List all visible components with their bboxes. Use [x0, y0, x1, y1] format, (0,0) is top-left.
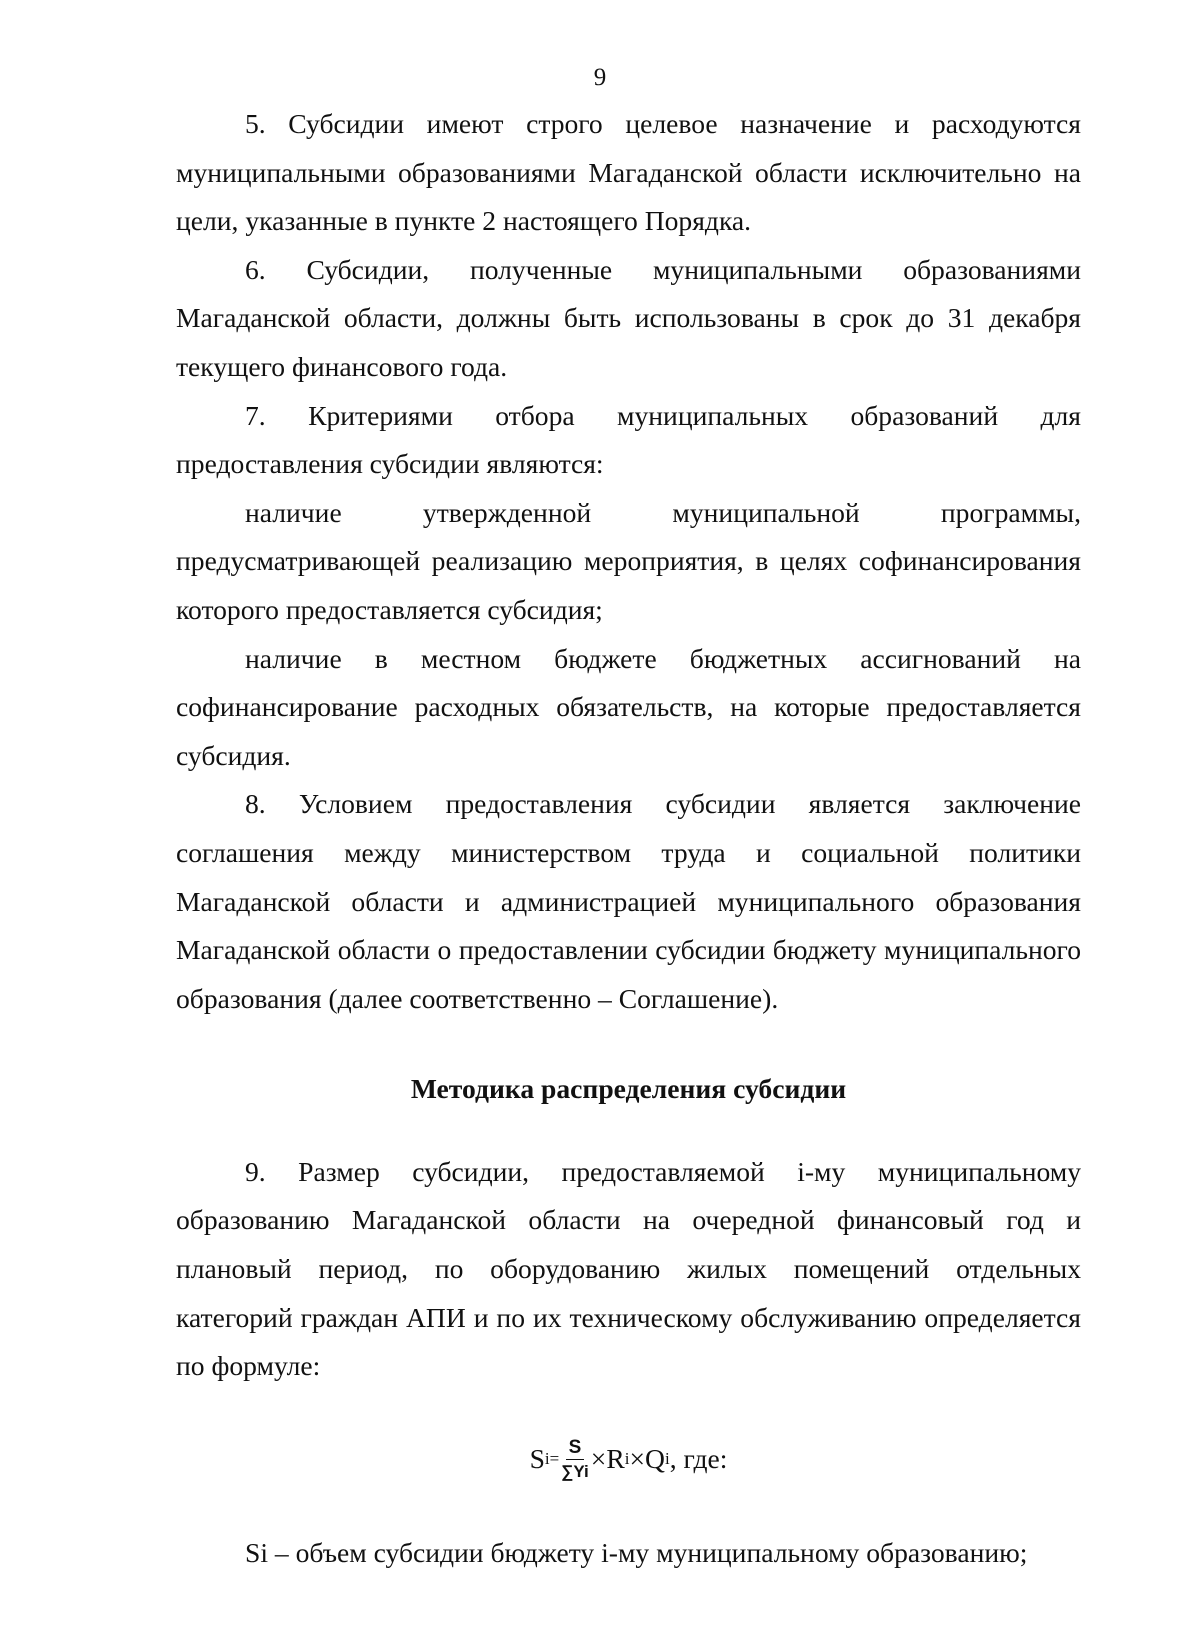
paragraph-9: 9. Размер субсидии, предоставляемой i-му муниципальному образованию Магаданской области на очередной финансовый год и плановый период, по оборудованию жилых помещений отдельных категорий граждан АПИ и по их техническому обслуживанию определяется по формуле: — [176, 1155, 1081, 1382]
formula-q-sub: i — [665, 1448, 670, 1468]
paragraph-6: 6. Субсидии, полученные муниципальными образованиями Магаданской области, должны быть использованы в срок до 31 декабря текущего финансового года. — [176, 253, 1081, 382]
criterion-budget: наличие в местном бюджете бюджетных ассигнований на софинансирование расходных обязательств, на которые предоставляется субсидия. — [176, 642, 1081, 771]
section-heading: Методика распределения субсидии — [410, 1073, 847, 1105]
criterion-program: наличие утвержденной муниципальной программы, предусматривающей реализацию мероприятия, в целях софинансирования которого предоставляется субсидия; — [176, 496, 1081, 625]
definition-si: Si – объем субсидии бюджету i-му муниципальному образованию; — [245, 1537, 1028, 1569]
paragraph-5: 5. Субсидии имеют строго целевое назначение и расходуются муниципальными образованиями Магаданской области исключительно на цели, указанные в пункте 2 настоящего Порядка. — [176, 108, 1081, 237]
formula-r: ×R — [590, 1442, 625, 1474]
formula-r-sub: i — [624, 1448, 630, 1468]
paragraph-7: 7. Критериями отбора муниципальных образований для предоставления субсидии являются: — [176, 399, 1081, 480]
formula-q: ×Q — [629, 1442, 665, 1474]
formula-lhs-sub: i= — [544, 1448, 560, 1468]
page-number: 9 — [593, 64, 607, 91]
formula-tail: , где: — [669, 1442, 728, 1474]
formula-row — [176, 1435, 1081, 1484]
document-body — [176, 100, 1081, 1578]
paragraph-8: 8. Условием предоставления субсидии является заключение соглашения между министерством труда и социальной политики Магаданской области и администрацией муниципального образования Магаданской области о предоставлении субсидии бюджету муниципального образования (далее соответственно – Соглашение). — [176, 788, 1081, 1014]
subsidy-formula — [530, 1435, 728, 1484]
formula-lhs: S — [529, 1442, 545, 1474]
formula-numerator: S — [566, 1438, 585, 1460]
formula-denominator: ∑Yi — [561, 1462, 589, 1482]
formula-fraction — [561, 1438, 589, 1480]
